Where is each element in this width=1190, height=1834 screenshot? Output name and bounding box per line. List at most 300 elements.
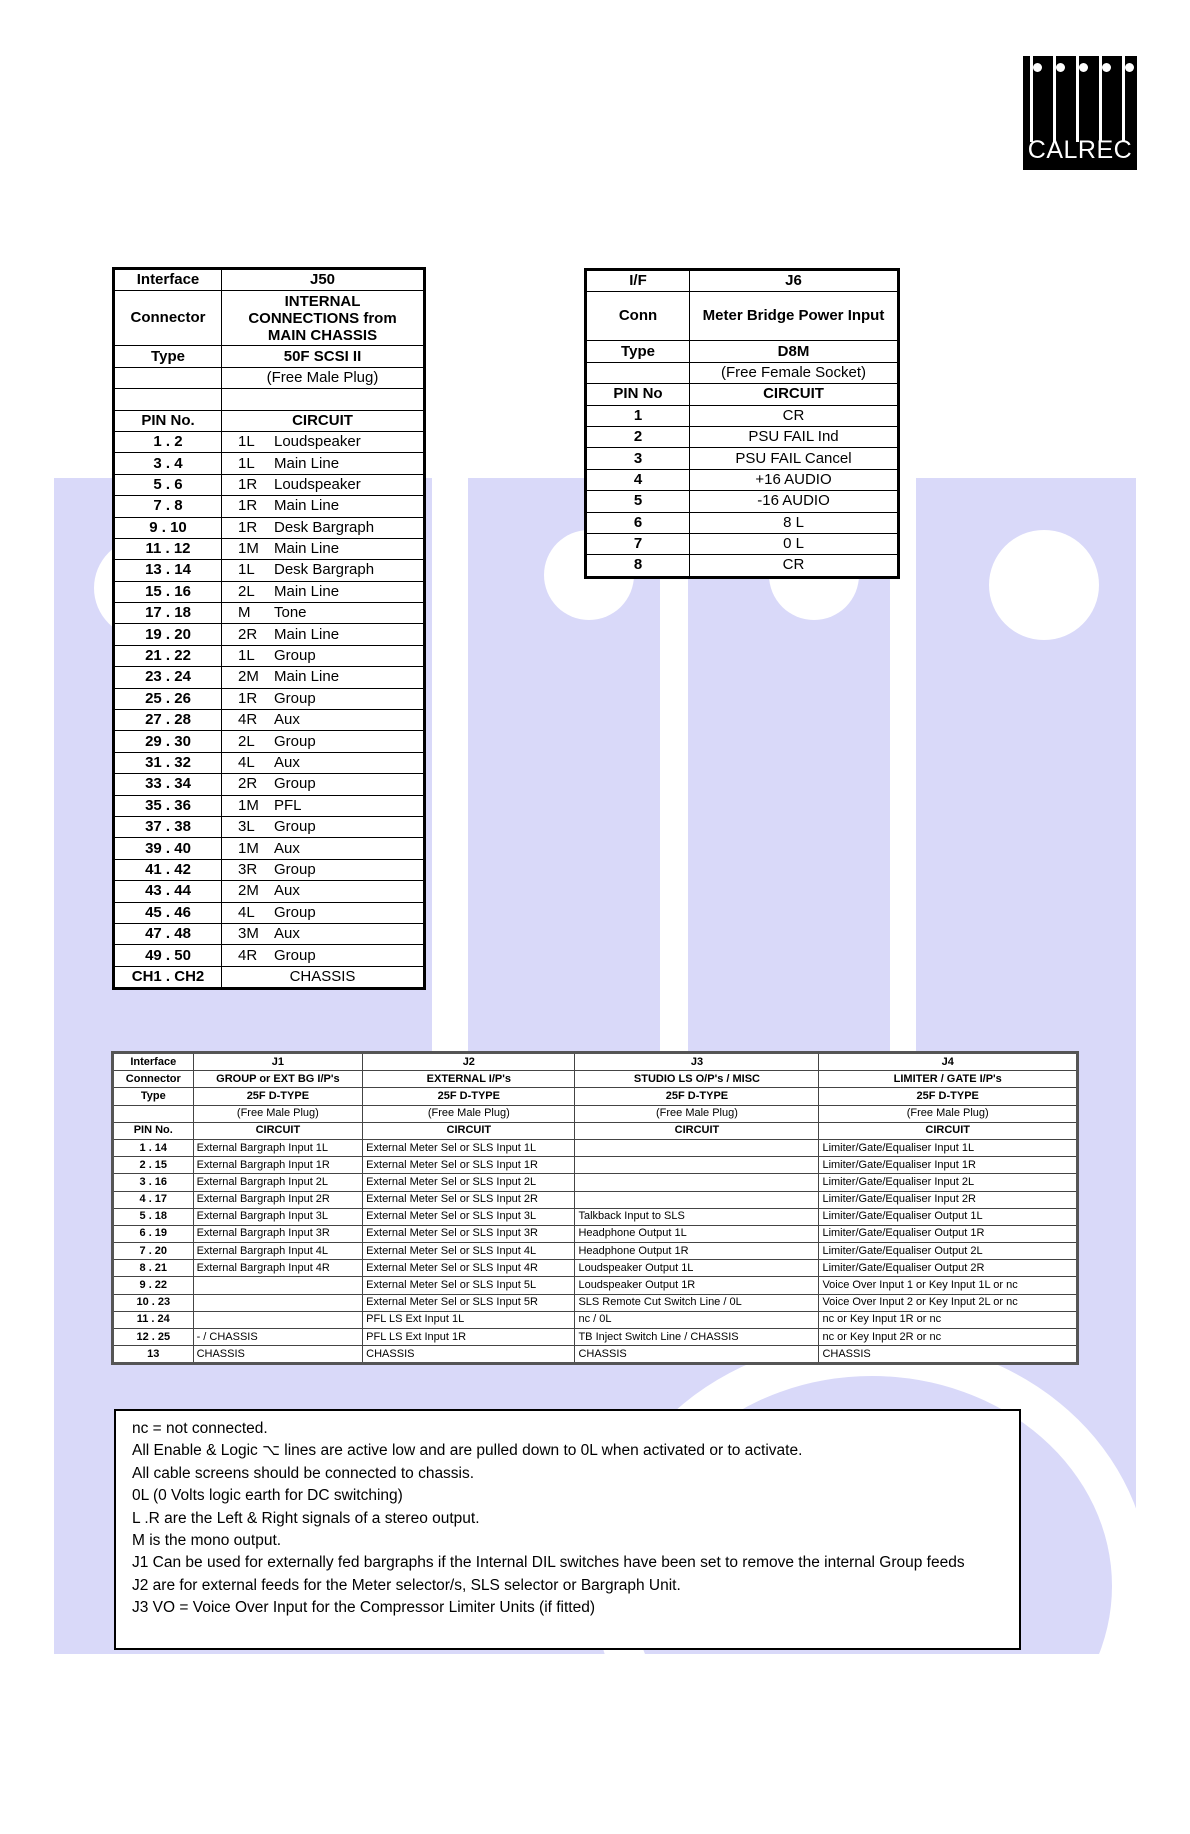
pin-row — [114, 688, 425, 709]
pin-row — [113, 1311, 1078, 1328]
circuit-cell: External Bargraph Input 2L — [193, 1174, 363, 1191]
circuit-name: Main Line — [274, 497, 340, 515]
header-row — [114, 346, 425, 367]
circuit-name: Group — [274, 860, 316, 878]
channel-code: 1L — [238, 561, 255, 579]
circuit-cell: CHASSIS — [222, 966, 425, 988]
circuit-name: Aux — [274, 882, 300, 900]
circuit-name: Desk Bargraph — [274, 518, 375, 536]
circuit-cell: Limiter/Gate/Equaliser Output 1L — [819, 1208, 1078, 1225]
note-line: 0L (0 Volts logic earth for DC switching) — [132, 1487, 403, 1505]
note-line: J2 are for external feeds for the Meter selector/s, SLS selector or Bargraph Unit. — [132, 1576, 681, 1594]
channel-code: 1L — [238, 647, 255, 665]
circuit-name: Group — [274, 732, 316, 750]
note-line: L .R are the Left & Right signals of a stereo output. — [132, 1509, 480, 1527]
circuit-cell: Headphone Output 1R — [575, 1243, 819, 1260]
pin-row — [114, 474, 425, 495]
pin-row — [114, 881, 425, 902]
circuit-cell — [222, 431, 425, 452]
circuit-cell: Limiter/Gate/Equaliser Input 2L — [819, 1174, 1078, 1191]
column-header-row — [586, 384, 899, 405]
pin-number: 35 . 36 — [114, 795, 222, 816]
channel-code: 1R — [238, 497, 258, 515]
empty-cell — [114, 389, 222, 410]
channel-code: 1R — [238, 475, 258, 493]
circuit-cell: CR — [690, 555, 899, 577]
pin-row — [114, 859, 425, 880]
j50-pinout-table — [112, 267, 426, 990]
circuit-name: Loudspeaker — [274, 475, 361, 493]
pin-row — [114, 431, 425, 452]
pin-row — [113, 1157, 1078, 1174]
header-label: I/F — [586, 270, 690, 292]
type-name: 25F D-TYPE — [819, 1088, 1078, 1105]
circuit-cell: PSU FAIL Ind — [690, 426, 899, 447]
circuit-cell: SLS Remote Cut Switch Line / 0L — [575, 1294, 819, 1311]
pin-number: 7 . 20 — [113, 1243, 194, 1260]
circuit-cell — [222, 453, 425, 474]
circuit-cell: Talkback Input to SLS — [575, 1208, 819, 1225]
circuit-cell: External Meter Sel or SLS Input 1L — [363, 1139, 575, 1156]
header-label: Type — [586, 341, 690, 362]
pin-row — [114, 645, 425, 666]
pin-row — [113, 1260, 1078, 1277]
pin-number: 1 . 2 — [114, 431, 222, 452]
interface-name: J3 — [575, 1053, 819, 1071]
pin-row — [113, 1174, 1078, 1191]
pin-number: 4 . 17 — [113, 1191, 194, 1208]
circuit-cell: PFL LS Ext Input 1R — [363, 1329, 575, 1346]
type-note-row — [114, 367, 425, 388]
pin-number: 5 — [586, 491, 690, 512]
type-label: Type — [113, 1088, 194, 1105]
circuit-cell: External Bargraph Input 4L — [193, 1243, 363, 1260]
pin-number: 27 . 28 — [114, 710, 222, 731]
circuit-name: Group — [274, 647, 316, 665]
circuit-header: CIRCUIT — [690, 384, 899, 405]
connector-name: STUDIO LS O/P's / MISC — [575, 1071, 819, 1088]
header-row — [586, 292, 899, 341]
pin-row — [586, 512, 899, 533]
circuit-name: Loudspeaker — [274, 433, 361, 451]
channel-code: 4R — [238, 946, 258, 964]
channel-code: M — [238, 604, 251, 622]
interface-name: J4 — [819, 1053, 1078, 1071]
circuit-name: Main Line — [274, 540, 340, 558]
empty-cell — [222, 389, 425, 410]
note-line: M is the mono output. — [132, 1531, 282, 1549]
header-row — [114, 269, 425, 291]
circuit-cell: Limiter/Gate/Equaliser Output 1R — [819, 1225, 1078, 1242]
pin-number: 17 . 18 — [114, 603, 222, 624]
circuit-cell — [222, 667, 425, 688]
column-header-row — [113, 1122, 1078, 1139]
header-value: Meter Bridge Power Input — [690, 292, 899, 341]
type-name: 25F D-TYPE — [575, 1088, 819, 1105]
circuit-cell: +16 AUDIO — [690, 469, 899, 490]
pin-row — [114, 560, 425, 581]
circuit-cell: External Bargraph Input 3L — [193, 1208, 363, 1225]
pin-row — [114, 581, 425, 602]
type-note: (Free Male Plug) — [222, 367, 425, 388]
header-row — [586, 270, 899, 292]
channel-code: 4R — [238, 711, 258, 729]
circuit-cell: External Meter Sel or SLS Input 4R — [363, 1260, 575, 1277]
pin-number: 13 . 14 — [114, 560, 222, 581]
type-name: 25F D-TYPE — [193, 1088, 363, 1105]
note-line: All Enable & Logic ⌥ lines are active low and are pulled down to 0L when activated or to activate. — [132, 1442, 803, 1460]
circuit-cell: External Meter Sel or SLS Input 3L — [363, 1208, 575, 1225]
circuit-name: Main Line — [274, 582, 340, 600]
header-row — [586, 341, 899, 362]
circuit-cell — [575, 1139, 819, 1156]
pin-number: 5 . 6 — [114, 474, 222, 495]
pin-number: 8 — [586, 555, 690, 577]
circuit-name: Group — [274, 903, 316, 921]
connector-row — [113, 1071, 1078, 1088]
circuit-cell: nc / 0L — [575, 1311, 819, 1328]
pin-number: 6 — [586, 512, 690, 533]
note-line: J3 VO = Voice Over Input for the Compressor Limiter Units (if fitted) — [132, 1599, 596, 1617]
circuit-header: CIRCUIT — [222, 410, 425, 431]
logo-text: CALREC — [1027, 136, 1133, 164]
circuit-cell — [222, 645, 425, 666]
empty-cell — [113, 1105, 194, 1122]
pin-number: 25 . 26 — [114, 688, 222, 709]
type-note: (Free Male Plug) — [193, 1105, 363, 1122]
header-row — [114, 291, 425, 346]
pin-row — [113, 1294, 1078, 1311]
circuit-header: CIRCUIT — [193, 1122, 363, 1139]
pin-row — [114, 902, 425, 923]
circuit-cell — [222, 624, 425, 645]
pin-number: 21 . 22 — [114, 645, 222, 666]
circuit-name: Main Line — [274, 625, 340, 643]
circuit-cell — [575, 1174, 819, 1191]
circuit-cell — [222, 923, 425, 944]
circuit-cell: Limiter/Gate/Equaliser Output 2R — [819, 1260, 1078, 1277]
pin-number: 15 . 16 — [114, 581, 222, 602]
pin-number: 41 . 42 — [114, 859, 222, 880]
pin-number: 7 . 8 — [114, 496, 222, 517]
pin-row — [114, 945, 425, 966]
type-row — [113, 1088, 1078, 1105]
channel-code: 1M — [238, 796, 259, 814]
channel-code: 1R — [238, 518, 258, 536]
channel-code: 4L — [238, 903, 255, 921]
circuit-cell — [222, 474, 425, 495]
empty-cell — [114, 367, 222, 388]
channel-code: 4L — [238, 754, 255, 771]
circuit-cell — [222, 838, 425, 859]
circuit-cell — [193, 1277, 363, 1294]
circuit-name: Group — [274, 689, 316, 707]
circuit-cell — [193, 1311, 363, 1328]
pin-row — [586, 405, 899, 426]
channel-code: 3L — [238, 818, 255, 836]
spacer-row — [114, 389, 425, 410]
pin-row — [113, 1346, 1078, 1364]
circuit-cell: TB Inject Switch Line / CHASSIS — [575, 1329, 819, 1346]
interface-name: J2 — [363, 1053, 575, 1071]
pin-number: 31 . 32 — [114, 752, 222, 773]
circuit-cell — [575, 1191, 819, 1208]
circuit-name: Aux — [274, 711, 300, 729]
header-label: Interface — [114, 269, 222, 291]
pin-number: 1 . 14 — [113, 1139, 194, 1156]
pin-row — [113, 1329, 1078, 1346]
circuit-cell: External Bargraph Input 3R — [193, 1225, 363, 1242]
circuit-cell: CR — [690, 405, 899, 426]
pin-number: 7 — [586, 533, 690, 554]
circuit-cell: External Bargraph Input 2R — [193, 1191, 363, 1208]
circuit-cell — [222, 538, 425, 559]
calrec-logo — [1023, 56, 1137, 170]
pin-row — [586, 448, 899, 469]
circuit-cell — [222, 581, 425, 602]
channel-code: 2M — [238, 668, 259, 686]
channel-code: 3M — [238, 925, 259, 943]
pin-number: 3 . 4 — [114, 453, 222, 474]
pin-number: CH1 . CH2 — [114, 966, 222, 988]
note-line: All cable screens should be connected to chassis. — [132, 1464, 475, 1482]
pin-number: 3 — [586, 448, 690, 469]
pin-number: 2 . 15 — [113, 1157, 194, 1174]
circuit-cell — [222, 560, 425, 581]
pin-number: 5 . 18 — [113, 1208, 194, 1225]
pin-row — [114, 816, 425, 837]
circuit-cell — [222, 603, 425, 624]
interface-row — [113, 1053, 1078, 1071]
channel-code: 1M — [238, 540, 259, 558]
notes-box — [114, 1409, 1021, 1650]
circuit-cell — [222, 945, 425, 966]
header-label: Connector — [114, 291, 222, 346]
circuit-cell: Limiter/Gate/Equaliser Input 2R — [819, 1191, 1078, 1208]
circuit-cell: PSU FAIL Cancel — [690, 448, 899, 469]
type-note: (Free Male Plug) — [575, 1105, 819, 1122]
pin-number: 4 — [586, 469, 690, 490]
circuit-name: Main Line — [274, 454, 340, 472]
circuit-cell: CHASSIS — [193, 1346, 363, 1364]
pin-number: 37 . 38 — [114, 816, 222, 837]
interface-name: J1 — [193, 1053, 363, 1071]
pin-row — [113, 1277, 1078, 1294]
circuit-cell: nc or Key Input 2R or nc — [819, 1329, 1078, 1346]
pin-row — [114, 496, 425, 517]
j6-pinout-table — [584, 268, 900, 579]
pin-row — [114, 710, 425, 731]
note-line: J1 Can be used for externally fed bargraphs if the Internal DIL switches have been set to remove the internal Group feeds — [132, 1554, 965, 1572]
empty-cell — [586, 362, 690, 383]
circuit-cell — [575, 1157, 819, 1174]
pin-row — [586, 469, 899, 490]
circuit-cell — [222, 859, 425, 880]
pin-number: 47 . 48 — [114, 923, 222, 944]
pin-row — [586, 555, 899, 577]
header-value: J50 — [222, 269, 425, 291]
pin-row — [113, 1208, 1078, 1225]
pin-number: 43 . 44 — [114, 881, 222, 902]
pin-number: 9 . 22 — [113, 1277, 194, 1294]
column-header-row — [114, 410, 425, 431]
pin-number: 11 . 12 — [114, 538, 222, 559]
channel-code: 2M — [238, 882, 259, 900]
pin-number: 6 . 19 — [113, 1225, 194, 1242]
pin-row — [114, 603, 425, 624]
pin-number: 11 . 24 — [113, 1311, 194, 1328]
pin-row — [113, 1243, 1078, 1260]
type-name: 25F D-TYPE — [363, 1088, 575, 1105]
pin-number: 9 . 10 — [114, 517, 222, 538]
pin-row — [114, 731, 425, 752]
circuit-name: PFL — [274, 796, 302, 814]
pin-number: 13 — [113, 1346, 194, 1364]
type-note: (Free Male Plug) — [819, 1105, 1078, 1122]
pin-header: PIN No. — [113, 1122, 194, 1139]
circuit-cell — [222, 902, 425, 923]
circuit-cell: Limiter/Gate/Equaliser Output 2L — [819, 1243, 1078, 1260]
channel-code: 1M — [238, 839, 259, 857]
circuit-cell: -16 AUDIO — [690, 491, 899, 512]
circuit-cell: CHASSIS — [363, 1346, 575, 1364]
circuit-cell: External Meter Sel or SLS Input 2L — [363, 1174, 575, 1191]
pin-number: 12 . 25 — [113, 1329, 194, 1346]
pin-number: 33 . 34 — [114, 774, 222, 795]
circuit-header: CIRCUIT — [819, 1122, 1078, 1139]
pin-row — [114, 795, 425, 816]
pin-number: 8 . 21 — [113, 1260, 194, 1277]
circuit-cell — [193, 1294, 363, 1311]
channel-code: 2R — [238, 775, 258, 793]
circuit-cell: External Meter Sel or SLS Input 5R — [363, 1294, 575, 1311]
header-label: Type — [114, 346, 222, 367]
type-note: (Free Male Plug) — [363, 1105, 575, 1122]
channel-code: 2R — [238, 625, 258, 643]
circuit-cell — [222, 795, 425, 816]
type-note-row — [586, 362, 899, 383]
circuit-cell: External Bargraph Input 1R — [193, 1157, 363, 1174]
circuit-cell: External Bargraph Input 4R — [193, 1260, 363, 1277]
note-line: nc = not connected. — [132, 1420, 268, 1437]
type-note: (Free Female Socket) — [690, 362, 899, 383]
circuit-cell: Limiter/Gate/Equaliser Input 1R — [819, 1157, 1078, 1174]
pin-number: 39 . 40 — [114, 838, 222, 859]
channel-code: 2L — [238, 732, 255, 750]
circuit-name: Group — [274, 818, 316, 836]
pin-row — [586, 426, 899, 447]
pin-number: 2 — [586, 426, 690, 447]
pin-row — [114, 538, 425, 559]
pin-row — [114, 624, 425, 645]
type-note-row — [113, 1105, 1078, 1122]
circuit-name: Main Line — [274, 668, 340, 686]
pin-row — [114, 774, 425, 795]
pin-number: 23 . 24 — [114, 667, 222, 688]
j1-j4-pinout-table — [111, 1051, 1079, 1365]
circuit-cell: Headphone Output 1L — [575, 1225, 819, 1242]
pin-row — [586, 491, 899, 512]
circuit-cell — [222, 517, 425, 538]
circuit-name: Group — [274, 775, 316, 793]
pin-number: 3 . 16 — [113, 1174, 194, 1191]
pin-header: PIN No — [586, 384, 690, 405]
header-label: Conn — [586, 292, 690, 341]
circuit-name: Tone — [274, 604, 307, 622]
circuit-cell: CHASSIS — [575, 1346, 819, 1364]
header-value: J6 — [690, 270, 899, 292]
pin-row — [114, 923, 425, 944]
channel-code: 1R — [238, 689, 258, 707]
circuit-cell — [222, 816, 425, 837]
pin-number: 10 . 23 — [113, 1294, 194, 1311]
circuit-cell: - / CHASSIS — [193, 1329, 363, 1346]
circuit-cell: Loudspeaker Output 1R — [575, 1277, 819, 1294]
connector-name: LIMITER / GATE I/P's — [819, 1071, 1078, 1088]
pin-row — [114, 752, 425, 773]
circuit-cell: External Meter Sel or SLS Input 3R — [363, 1225, 575, 1242]
channel-code: 1L — [238, 454, 255, 472]
circuit-cell: 8 L — [690, 512, 899, 533]
pin-row — [114, 667, 425, 688]
header-value: D8M — [690, 341, 899, 362]
circuit-cell — [222, 881, 425, 902]
circuit-cell: CHASSIS — [819, 1346, 1078, 1364]
circuit-cell: External Meter Sel or SLS Input 1R — [363, 1157, 575, 1174]
circuit-cell — [222, 774, 425, 795]
pin-row — [113, 1139, 1078, 1156]
pin-number: 45 . 46 — [114, 902, 222, 923]
circuit-cell — [222, 731, 425, 752]
circuit-cell: External Meter Sel or SLS Input 5L — [363, 1277, 575, 1294]
circuit-name: Aux — [274, 839, 300, 857]
pin-number: 29 . 30 — [114, 731, 222, 752]
interface-label: Interface — [113, 1053, 194, 1071]
connector-name: GROUP or EXT BG I/P's — [193, 1071, 363, 1088]
pin-row — [113, 1191, 1078, 1208]
chassis-row — [114, 966, 425, 988]
pin-number: 1 — [586, 405, 690, 426]
circuit-name: Desk Bargraph — [274, 561, 375, 579]
circuit-cell: Voice Over Input 2 or Key Input 2L or nc — [819, 1294, 1078, 1311]
circuit-name: Group — [274, 946, 316, 964]
circuit-cell: External Bargraph Input 1L — [193, 1139, 363, 1156]
connector-label: Connector — [113, 1071, 194, 1088]
circuit-cell: External Meter Sel or SLS Input 4L — [363, 1243, 575, 1260]
circuit-cell — [222, 752, 425, 773]
pin-row — [586, 533, 899, 554]
circuit-cell: Voice Over Input 1 or Key Input 1L or nc — [819, 1277, 1078, 1294]
circuit-name: Aux — [274, 754, 300, 771]
channel-code: 3R — [238, 860, 258, 878]
circuit-cell: Limiter/Gate/Equaliser Input 1L — [819, 1139, 1078, 1156]
connector-name: EXTERNAL I/P's — [363, 1071, 575, 1088]
circuit-header: CIRCUIT — [363, 1122, 575, 1139]
circuit-cell — [222, 710, 425, 731]
channel-code: 1L — [238, 433, 255, 451]
circuit-header: CIRCUIT — [575, 1122, 819, 1139]
circuit-cell: Loudspeaker Output 1L — [575, 1260, 819, 1277]
pin-row — [114, 453, 425, 474]
circuit-cell: PFL LS Ext Input 1L — [363, 1311, 575, 1328]
pin-number: 19 . 20 — [114, 624, 222, 645]
circuit-cell — [222, 688, 425, 709]
circuit-name: Aux — [274, 925, 300, 943]
pin-header: PIN No. — [114, 410, 222, 431]
channel-code: 2L — [238, 582, 255, 600]
circuit-cell: External Meter Sel or SLS Input 2R — [363, 1191, 575, 1208]
header-value: INTERNAL CONNECTIONS from MAIN CHASSIS — [222, 291, 425, 346]
